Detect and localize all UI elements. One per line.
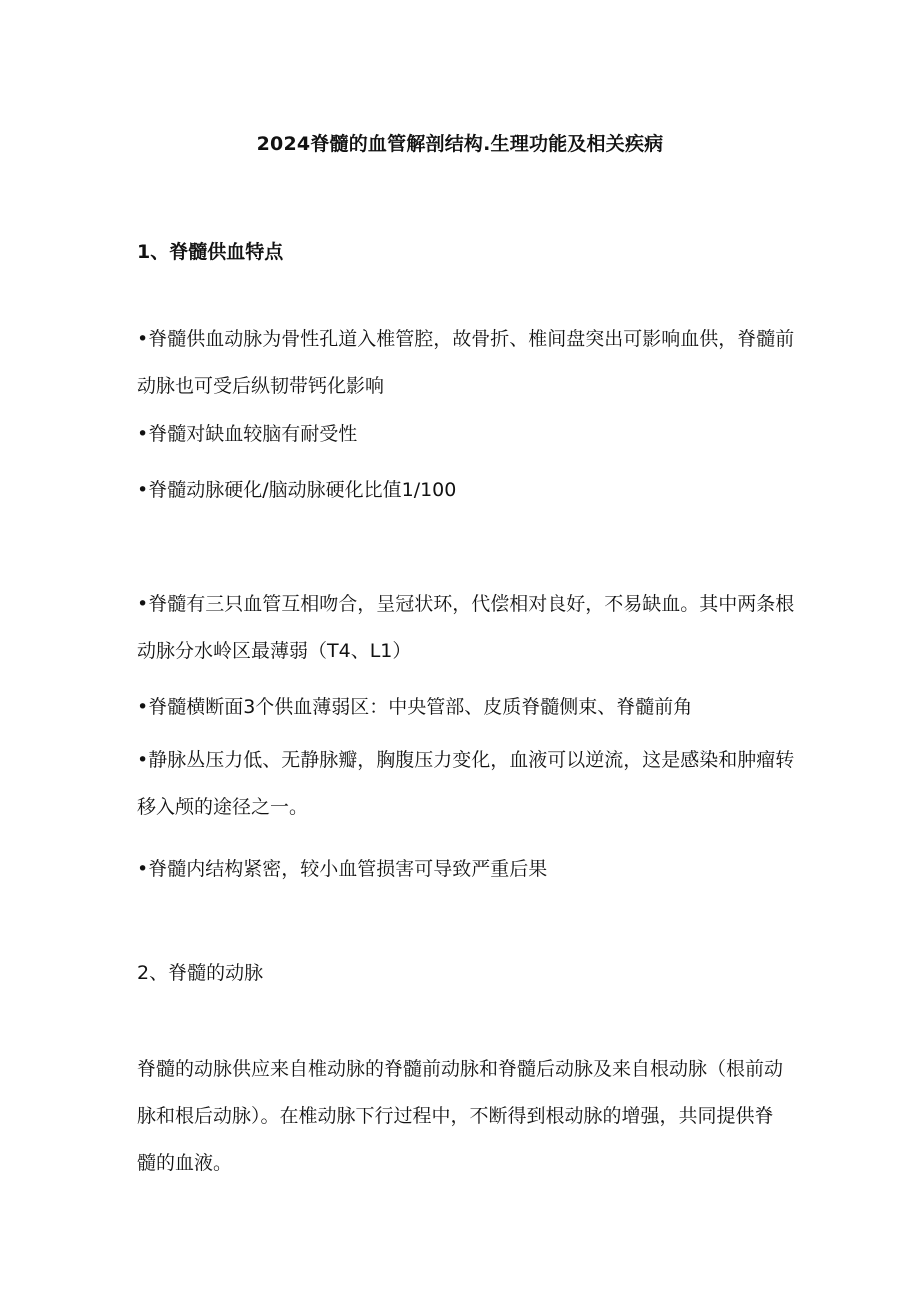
bullet-5: •脊髓横断面3个供血薄弱区：中央管部、皮质脊髓侧束、脊髓前角 xyxy=(137,696,693,718)
section-2-heading: 2、脊髓的动脉 xyxy=(137,962,264,984)
bullet-4: •脊髓有三只血管互相吻合，呈冠状环，代偿相对良好，不易缺血。其中两条根动脉分水岭区最薄弱（T4、L1） xyxy=(137,593,795,662)
bullet-1: •脊髓供血动脉为骨性孔道入椎管腔，故骨折、椎间盘突出可影响血供，脊髓前动脉也可受后纵韧带钙化影响 xyxy=(137,328,795,397)
document-title: 2024脊髓的血管解剖结构.生理功能及相关疾病 xyxy=(256,133,664,155)
bullet-2: •脊髓对缺血较脑有耐受性 xyxy=(137,423,358,445)
section-1-heading: 1、脊髓供血特点 xyxy=(137,241,284,263)
bullet-6: •静脉丛压力低、无静脉瓣，胸腹压力变化，血液可以逆流，这是感染和肿瘤转移入颅的途径之一。 xyxy=(137,749,795,818)
bullet-3: •脊髓动脉硬化/脑动脉硬化比值1/100 xyxy=(137,479,457,501)
section-2-paragraph: 脊髓的动脉供应来自椎动脉的脊髓前动脉和脊髓后动脉及来自根动脉（根前动脉和根后动脉）。在椎动脉下行过程中，不断得到根动脉的增强，共同提供脊髓的血液。 xyxy=(137,1058,784,1174)
bullet-7: •脊髓内结构紧密，较小血管损害可导致严重后果 xyxy=(137,858,548,880)
